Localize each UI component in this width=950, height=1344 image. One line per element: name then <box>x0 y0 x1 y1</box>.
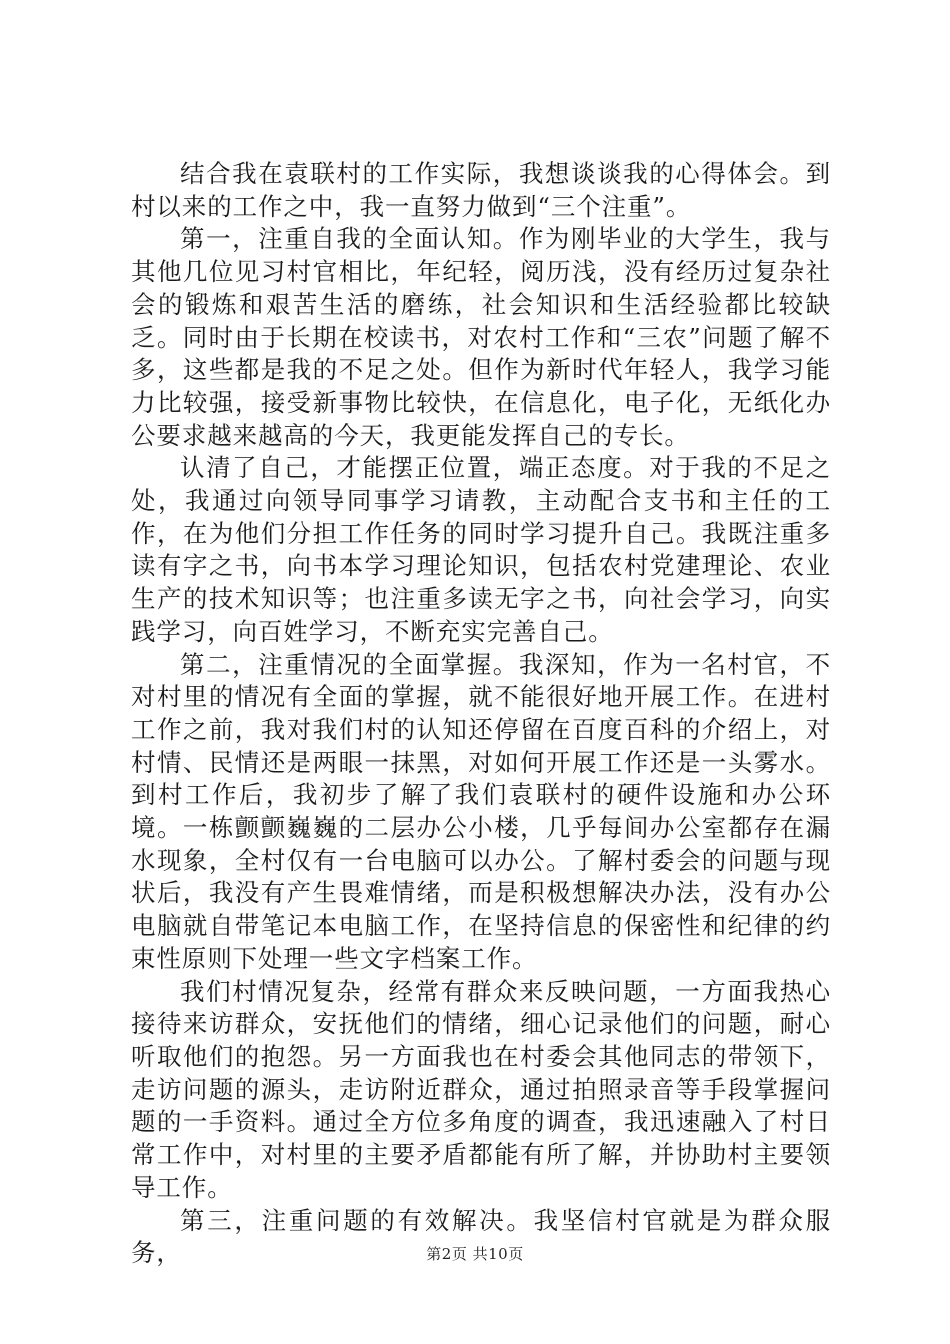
paragraph-second-point: 第二，注重情况的全面掌握。我深知，作为一名村官，不对村里的情况有全面的掌握，就不能很好地开展工作。在进村工作之前，我对我们村的认知还停留在百度百科的介绍上，对村情、民情还是两眼一抹黑，对如何开展工作还是一头雾水。到村工作后，我初步了解了我们袁联村的硬件设施和办公环境。一栋颤颤巍巍的二层办公小楼，几乎每间办公室都存在漏水现象，全村仅有一台电脑可以办公。了解村委会的问题与现状后，我没有产生畏难情绪，而是积极想解决办法，没有办公电脑就自带笔记本电脑工作，在坚持信息的保密性和纪律的约束性原则下处理一些文字档案工作。 <box>131 649 831 973</box>
paragraph-village-situation: 我们村情况复杂，经常有群众来反映问题，一方面我热心接待来访群众，安抚他们的情绪，细心记录他们的问题，耐心听取他们的抱怨。另一方面我也在村委会其他同志的带领下，走访问题的源头，走访附近群众，通过拍照录音等手段掌握问题的一手资料。通过全方位多角度的调查，我迅速融入了村日常工作中，对村里的主要矛盾都能有所了解，并协助村主要领导工作。 <box>131 976 831 1202</box>
paragraph-third-point: 第三，注重问题的有效解决。我坚信村官就是为群众服务， <box>131 1205 831 1268</box>
paragraph-first-point: 第一，注重自我的全面认知。作为刚毕业的大学生，我与其他几位见习村官相比，年纪轻，阅历浅，没有经历过复杂社会的锻炼和艰苦生活的磨练，社会知识和生活经验都比较缺乏。同时由于长期在校读书，对农村工作和“三农”问题了解不多，这些都是我的不足之处。但作为新时代年轻人，我学习能力比较强，接受新事物比较快，在信息化，电子化，无纸化办公要求越来越高的今天，我更能发挥自己的专长。 <box>131 224 831 450</box>
paragraph-self-position: 认清了自己，才能摆正位置，端正态度。对于我的不足之处，我通过向领导同事学习请教，主动配合支书和主任的工作，在为他们分担工作任务的同时学习提升自己。我既注重多读有字之书，向书本学习理论知识，包括农村党建理论、农业生产的技术知识等；也注重多读无字之书，向社会学习，向实践学习，向百姓学习，不断充实完善自己。 <box>131 453 831 646</box>
body-text <box>131 158 831 1270</box>
paragraph-intro: 结合我在袁联村的工作实际，我想谈谈我的心得体会。到村以来的工作之中，我一直努力做到“三个注重”。 <box>131 159 831 221</box>
page-number-footer: 第2页 共10页 <box>426 1245 524 1263</box>
